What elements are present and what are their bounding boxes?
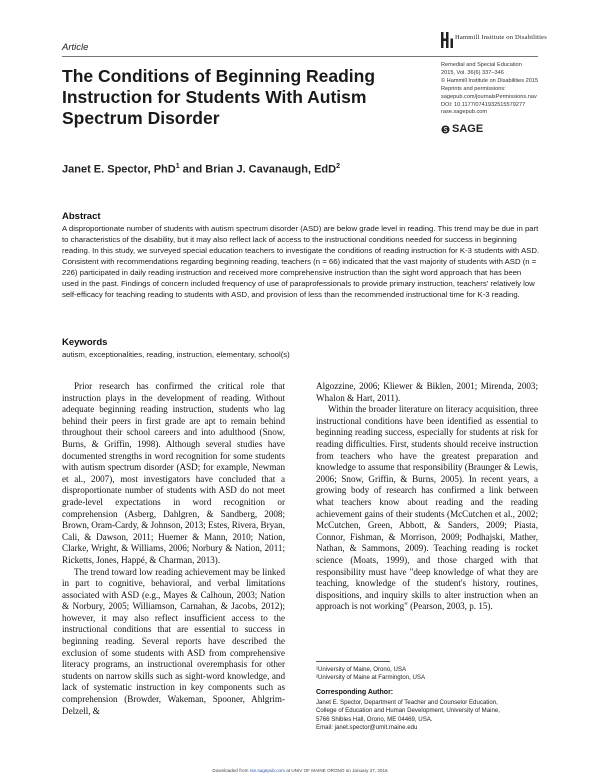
article-type-label: Article — [62, 42, 89, 53]
abstract-text: A disproportionate number of students with autism spectrum disorder (ASD) are below grade level in reading. This trend may be due in part to characteristics of the disability, but it may also reflect lack of access to the instructional conditions needed for success in beginning reading. In this study, we surveyed special education teachers to investigate the conditions of reading instruction for K-3 students with ASD. Consistent with recommendations regarding beginning reading, teachers (n = 66) indicated that the vast majority of students with ASD (n = 226) participated in daily reading instruction and received more comprehensive instruction than the sight word approach that has been used in the past. Findings of concern included frequency of use of paraprofessionals to provide primary instruction, teachers' relatively low self-efficacy for teaching reading to students with ASD, and provision of less than the recommended instructional time for K-3 reading. — [62, 224, 540, 299]
author-name: Janet E. Spector, PhD — [62, 163, 176, 176]
corresponding-author-email[interactable]: Email: janet.spector@umit.maine.edu — [316, 724, 418, 732]
volume-info: 2015, Vol. 36(6) 337–346 — [441, 69, 504, 76]
reprints-label: Reprints and permissions: — [441, 85, 506, 92]
corresponding-author-heading: Corresponding Author: — [316, 689, 394, 696]
footnote-divider — [316, 661, 390, 662]
header-divider — [62, 56, 538, 57]
body-paragraph: The trend toward low reading achievement may be linked in part to cognitive, behavioral, and verbal limitations associated with ASD (e.g., Mayes & Calhoun, 2003; Nation & Norbury, 2005; Williamson, Carnahan, & Jacobs, 2012); however, it may also reflect insufficient access to the instructional conditions that are essential to success in beginning reading. Several reports have described the exclusion of some students with ASD from comprehensive literacy programs, an instructional overemphasis for other students on narrow skills such as sight-word knowledge, and lack of systematic instruction in key components such as comprehension (Browder, Wakeman, Spooner, Ahlgrim-Delzell, & — [62, 566, 285, 716]
author-affiliation-mark: 2 — [336, 163, 340, 170]
affiliations — [316, 666, 540, 682]
corresponding-author-line: College of Education and Human Development, University of Maine, — [316, 707, 500, 715]
journal-site-link[interactable]: rase.sagepub.com — [441, 109, 488, 116]
journal-name: Remedial and Special Education — [441, 62, 522, 68]
sage-logo — [441, 123, 483, 135]
body-paragraph-continuation: Algozzine, 2006; Kliewer & Biklen, 2001; Mirenda, 2003; Whalon & Hart, 2011). — [316, 381, 538, 403]
footer-link[interactable]: rse.sagepub.com — [249, 768, 285, 773]
publisher-logo — [441, 32, 551, 52]
affiliation-item: ²University of Maine at Farmington, USA — [316, 674, 426, 682]
corresponding-author-line: 5766 Shibles Hall, Orono, ME 04469, USA. — [316, 715, 433, 723]
hammill-logo-icon — [441, 32, 453, 48]
sage-logo-text: SAGE — [452, 123, 484, 135]
publication-info — [441, 62, 561, 117]
keywords-heading: Keywords — [62, 337, 108, 348]
keywords-text: autism, exceptionalities, reading, instruction, elementary, school(s) — [62, 350, 290, 359]
author-line — [62, 163, 340, 176]
body-paragraph: Prior research has confirmed the critical role that instruction plays in the development of reading. Without adequate beginning reading instruction, students who lag behind their peers in first grade are apt to remain behind throughout their school careers and into adulthood (Snow, Burns, & Griffin, 1998). Although several studies have documented strengths in word recognition for some students with autism spectrum disorder (ASD; for example, Newman et al., 2007), most investigators have concluded that a disproportionate number of students with ASD do not meet grade-level expectations in word recognition or comprehension (Asberg, Dahlgren, & Sandberg, 2008; Brown, Oram-Cardy, & Johnson, 2013; Estes, Rivera, Bryan, Cali, & Dawson, 2011; Huemer & Mann, 2010; Nation, Clarke, Wright, & Williams, 2006; Norbury & Nation, 2011; Ricketts, Jones, Happé, & Charman, 2013). — [62, 381, 285, 565]
permissions-link[interactable]: sagepub.com/journalsPermissions.nav — [441, 93, 537, 100]
sage-circle-icon — [441, 125, 450, 134]
article-title: The Conditions of Beginning Reading Instruction for Students With Autism Spectrum Disorder — [62, 66, 376, 128]
footer-prefix: Downloaded from — [212, 768, 249, 773]
download-footer — [0, 768, 600, 773]
publisher-logo-text: Hammill Institute on Disabilities — [455, 34, 547, 41]
doi-line[interactable]: DOI: 10.1177/0741932515579277 — [441, 101, 526, 108]
body-paragraph: Within the broader literature on literacy acquisition, three instructional conditions have been identified as essential to beginning reading success, especially for students at risk for reading difficulties. First, students should receive instruction from teachers who have the greatest preparation and knowledge to assume that responsibility (Braunger & Lewis, 2006; Snow, Griffin, & Burns, 2005). In recent years, a growing body of research has confirmed a link between what teachers know about reading and the reading achievement gains of their students (McCutchen et al., 2002; McCutchen, Green, Abbott, & Sanders, 2009; Piasta, Connor, Fishman, & Morrison, 2009; Podhajski, Mather, Nathan, & Sammons, 2009). Teaching reading is rocket science (Moats, 1999), and those charged with that responsibility must have "deep knowledge of what they are teaching, knowledge of the student's history, routines, dispositions, and inquiry skills to alter instruction when an approach is not working" (Pearson, 2003, p. 15). — [316, 404, 538, 612]
author-affiliation-mark: 1 — [175, 163, 180, 170]
author-name: Brian J. Cavanaugh, EdD — [205, 163, 337, 176]
corresponding-author-details — [316, 699, 540, 733]
corresponding-author-line: Janet E. Spector, Department of Teacher and Counselor Education, — [316, 699, 498, 706]
abstract-heading: Abstract — [62, 211, 101, 222]
affiliation-item: ¹University of Maine, Orono, USA — [316, 666, 407, 673]
body-column-left — [62, 381, 285, 717]
footer-suffix: at UNIV OF MAINE ORONO on January 27, 2016 — [286, 768, 388, 773]
copyright-line: © Hammill Institute on Disabilities 2015 — [441, 77, 539, 84]
body-column-right — [316, 381, 538, 613]
author-connector: and — [179, 163, 206, 176]
